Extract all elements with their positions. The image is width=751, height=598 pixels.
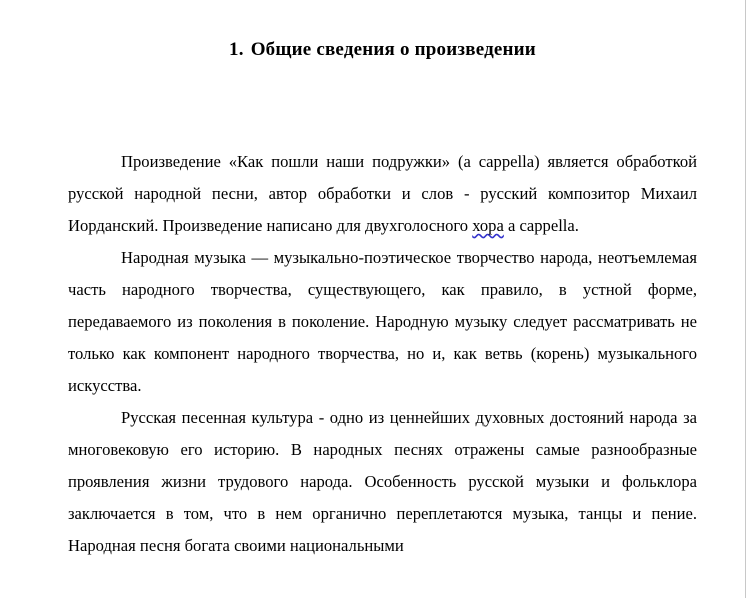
paragraph-1: Произведение «Как пошли наши подружки» (a cappella) является обработкой русской народной песни, автор обработки и слов - русский композитор Михаил Иорданский. Произведение написано для двухголосного хора a cappella.	[68, 152, 697, 235]
document-body	[68, 146, 697, 562]
section-heading	[68, 34, 697, 66]
paragraph-2: Народная музыка — музыкально-поэтическое творчество народа, неотъемлемая часть народного творчества, существующего, как правило, в устной форме, передаваемого из поколения в поколение. Народную музыку следует рассматривать не только как компонент народного творчества, но и, как ветвь (корень) музыкального искусства.	[68, 248, 697, 395]
section-title: Общие сведения о произведении	[250, 39, 536, 60]
paragraph-3: Русская песенная культура - одно из ценнейших духовных достояний народа за многовековую его историю. В народных песнях отражены самые разнообразные проявления жизни трудового народа. Особенность русской музыки и фольклора заключается в том, что в нем органично переплетаются музыка, танцы и пение. Народная песня богата своими национальными	[68, 408, 697, 555]
misspelled-word[interactable]: хора	[472, 216, 504, 235]
page-edge-divider	[745, 0, 746, 598]
section-number: 1.	[229, 39, 244, 60]
